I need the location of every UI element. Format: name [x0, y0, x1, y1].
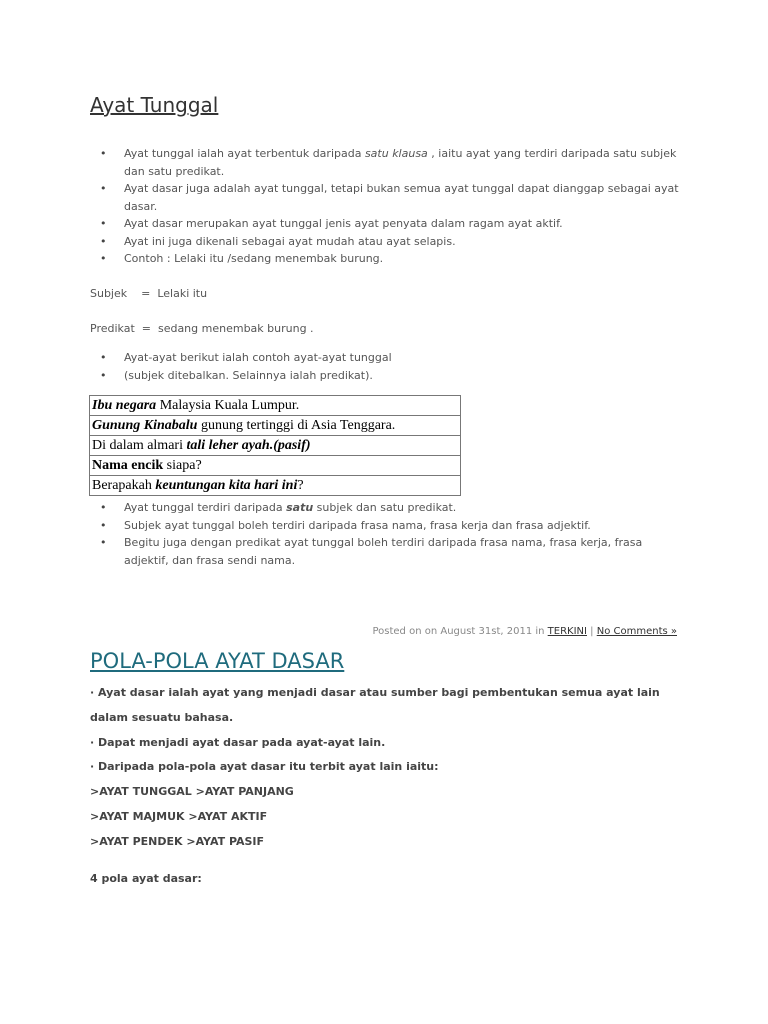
subjek-line: Subjek = Lelaki itu [90, 287, 208, 300]
table-row [90, 476, 461, 496]
table-row [90, 396, 461, 416]
list-text: , iaitu ayat yang terdiri daripada satu subjek dan satu predikat. [124, 147, 677, 178]
list-text: Ayat tunggal ialah ayat terbentuk daripada [124, 147, 365, 160]
sentence-type-line: >AYAT PENDEK >AYAT PASIF [90, 835, 265, 848]
table-cell: Di dalam almari tali leher ayah.(pasif) [90, 436, 461, 456]
page-title: Ayat Tunggal [90, 93, 219, 117]
category-link[interactable]: TERKINI [547, 626, 587, 637]
list-item: • Ayat ini juga dikenali sebagai ayat mudah atau ayat selapis. [90, 233, 680, 251]
list-item: • Begitu juga dengan predikat ayat tunggal boleh terdiri daripada frasa nama, frasa kerja, frasa adjektif, dan frasa sendi nama. [90, 534, 680, 569]
list-item: • Ayat-ayat berikut ialah contoh ayat-ayat tunggal [90, 349, 680, 367]
comments-link[interactable]: No Comments » [596, 626, 677, 637]
predikat-line: Predikat = sedang menembak burung . [90, 322, 314, 335]
definition-list [90, 145, 680, 268]
table-cell: Gunung Kinabalu gunung tertinggi di Asia Tenggara. [90, 416, 461, 436]
paragraph: · Ayat dasar ialah ayat yang menjadi dasar atau sumber bagi pembentukan semua ayat lain [90, 686, 660, 699]
list-text: subjek dan satu predikat. [313, 501, 457, 514]
example-intro-list [90, 349, 680, 384]
paragraph: dalam sesuatu bahasa. [90, 711, 234, 724]
list-item: • Contoh : Lelaki itu /sedang menembak burung. [90, 250, 680, 268]
post-meta [372, 626, 677, 637]
post-date: Posted on on August 31st, 2011 in [372, 626, 548, 637]
table-cell: Ibu negara Malaysia Kuala Lumpur. [90, 396, 461, 416]
list-item: • Subjek ayat tunggal boleh terdiri daripada frasa nama, frasa kerja dan frasa adjektif. [90, 517, 680, 535]
list-item: • (subjek ditebalkan. Selainnya ialah predikat). [90, 367, 680, 385]
list-item [90, 145, 680, 180]
list-emphasis: satu [286, 501, 314, 514]
paragraph: 4 pola ayat dasar: [90, 872, 202, 885]
separator: | [586, 626, 597, 637]
example-table [89, 395, 461, 496]
table-row [90, 456, 461, 476]
table-row [90, 436, 461, 456]
sentence-type-line: >AYAT TUNGGAL >AYAT PANJANG [90, 785, 294, 798]
list-text: Ayat tunggal terdiri daripada [124, 501, 287, 514]
table-row [90, 416, 461, 436]
list-item: • Ayat dasar merupakan ayat tunggal jenis ayat penyata dalam ragam ayat aktif. [90, 215, 680, 233]
summary-list [90, 499, 680, 569]
sentence-type-line: >AYAT MAJMUK >AYAT AKTIF [90, 810, 268, 823]
list-emphasis: satu klausa [364, 147, 428, 160]
paragraph: · Dapat menjadi ayat dasar pada ayat-ayat lain. [90, 736, 386, 749]
table-cell: Berapakah keuntungan kita hari ini? [90, 476, 461, 496]
table-cell: Nama encik siapa? [90, 456, 461, 476]
list-item: • Ayat dasar juga adalah ayat tunggal, tetapi bukan semua ayat tunggal dapat dianggap sebagai ayat dasar. [90, 180, 680, 215]
paragraph: · Daripada pola-pola ayat dasar itu terbit ayat lain iaitu: [90, 760, 439, 773]
section-title[interactable]: POLA-POLA AYAT DASAR [90, 649, 345, 673]
list-item [90, 499, 680, 517]
